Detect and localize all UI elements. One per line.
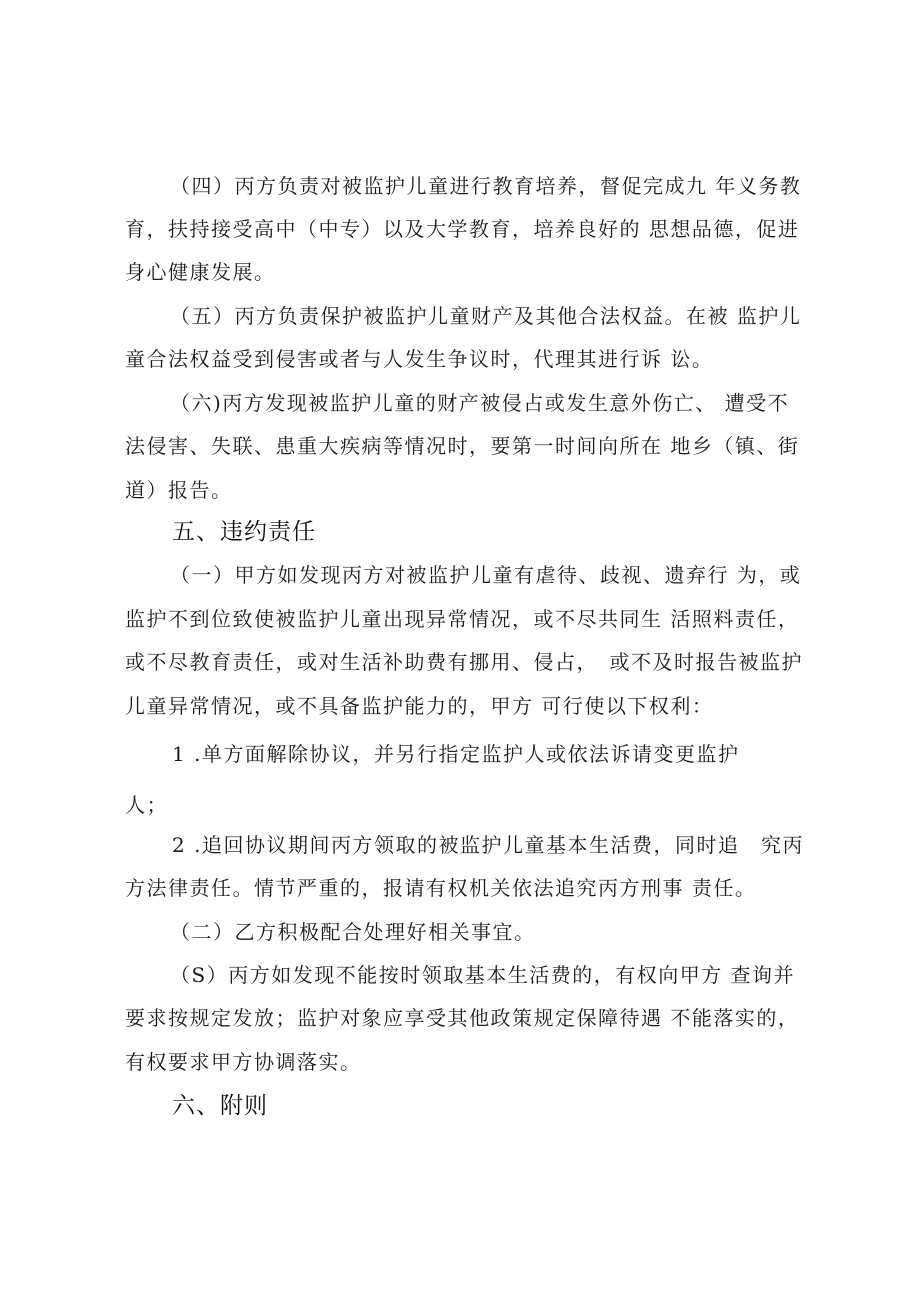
paragraph-line: （S）丙方如发现不能按时领取基本生活费的，有权向甲方 查询并: [170, 963, 796, 987]
paragraph-line: 监护不到位致使被监护儿童出现异常情况，或不尽共同生 活照料责任，: [125, 607, 800, 631]
list-item-line: 1 .单方面解除协议，并另行指定监护人或依法诉请变更监护: [172, 742, 740, 766]
paragraph-line: （一）甲方如发现丙方对被监护儿童有虐待、歧视、遗弃行 为，或: [170, 563, 802, 587]
paragraph-line: 有权要求甲方协调落实。: [125, 1050, 362, 1074]
paragraph-line: 育，扶持接受高中（中专）以及大学教育，培养良好的 思想品德，促进: [125, 217, 800, 241]
paragraph-line: 身心健康发展。: [125, 260, 276, 284]
section-heading-breach: 五、违约责任: [172, 519, 316, 545]
paragraph-line: （二）乙方积极配合处理好相关事宜。: [170, 920, 536, 944]
list-item-line: 人；: [125, 793, 168, 817]
paragraph-line: 道）报告。: [125, 478, 233, 502]
paragraph-line: 要求按规定发放；监护对象应享受其他政策规定保障待遇 不能落实的，: [125, 1006, 800, 1030]
paragraph-line: 或不尽教育责任，或对生活补助费有挪用、侵占， 或不及时报告被监护: [125, 650, 803, 674]
paragraph-line: 童合法权益受到侵害或者与人发生争议时，代理其进行诉 讼。: [125, 347, 714, 371]
paragraph-line: 儿童异常情况，或不具备监护能力的，甲方 可行使以下权利：: [125, 694, 714, 718]
paragraph-line: 法侵害、失联、患重大疾病等情况时，要第一时间向所在 地乡（镇、街: [125, 434, 800, 458]
paragraph-line: （六)丙方发现被监护儿童的财产被侵占或发生意外伤亡、 遭受不: [170, 391, 790, 415]
paragraph-line: （四）丙方负责对被监护儿童进行教育培养，督促完成九 年义务教: [170, 174, 802, 198]
section-heading-appendix: 六、附则: [172, 1093, 268, 1119]
paragraph-line: 方法律责任。情节严重的，报请有权机关依法追究丙方刑事 责任。: [125, 876, 757, 900]
list-item-line: 2 .追回协议期间丙方领取的被监护儿童基本生活费，同时追 究丙: [172, 833, 804, 857]
paragraph-line: （五）丙方负责保护被监护儿童财产及其他合法权益。在被 监护儿: [170, 304, 802, 328]
